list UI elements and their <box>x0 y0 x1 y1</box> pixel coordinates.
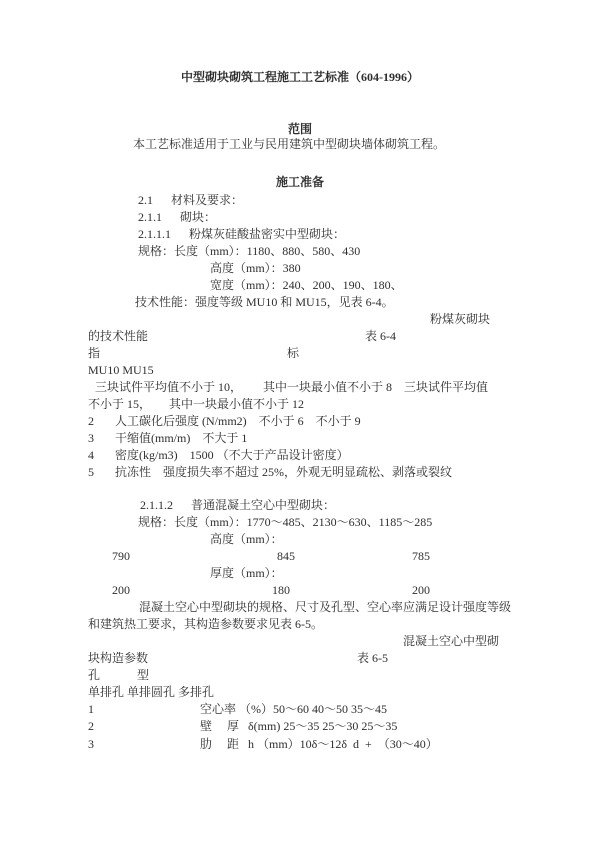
table65-label: 表 6-5 <box>357 651 388 665</box>
table64-row4 <box>0 447 600 464</box>
concrete-spec-length: 规格：长度（mm）：1770～485、2130～630、1185～285 <box>138 515 433 529</box>
table65-row1-text: 空心率 （%）50～60 40～50 35～45 <box>200 702 387 716</box>
table65-row2-num: 2 <box>88 719 94 733</box>
concrete-thickness-label: 厚度（mm）： <box>210 566 283 580</box>
flyash-spec-height: 高度（mm）：380 <box>210 261 301 275</box>
height-value-2: 845 <box>277 549 295 563</box>
table64-row1b: 不小于 15， 其中一块最小值不小于 12 <box>88 397 305 411</box>
table65-header-row <box>0 667 600 684</box>
table64-row3-text: 干缩值(mm/m) 不大于 1 <box>115 431 248 445</box>
table64-row2-num: 2 <box>88 414 94 428</box>
table64-caption-right: 粉煤灰砌块 <box>430 312 491 326</box>
clause-2-1-1-1: 2.1.1.1 粉煤灰硅酸盐密实中型砌块： <box>138 227 346 241</box>
table65-row2-text: 壁 厚 δ(mm) 25～35 25～30 25～35 <box>200 719 398 733</box>
table64-row4-text: 密度(kg/m3) 1500 （不大于产品设计密度） <box>115 448 349 462</box>
table65-caption-right: 混凝土空心中型砌 <box>403 634 500 648</box>
table64-header-row <box>0 345 600 362</box>
scope-text: 本工艺标准适用于工业与民用建筑中型砌块墙体砌筑工程。 <box>133 137 446 151</box>
thickness-value-3: 200 <box>412 583 430 597</box>
concrete-para-1: 混凝土空心中型砌块的规格、尺寸及孔型、空心率应满足设计强度等级 <box>139 600 512 614</box>
prep-heading: 施工准备 <box>275 175 324 189</box>
flyash-tech-note: 技术性能：强度等级 MU10 和 MU15，见表 6-4。 <box>135 295 394 309</box>
doc-title: 中型砌块砌筑工程施工工艺标准（604-1996） <box>181 70 419 84</box>
clause-2-1-1-2: 2.1.1.2 普通混凝土空心中型砌块： <box>140 498 336 512</box>
table64-grades: MU10 MU15 <box>88 363 154 377</box>
table65-caption-row <box>0 650 600 667</box>
table64-row2-text: 人工碳化后强度 (N/mm2) 不小于 6 不小于 9 <box>115 414 361 428</box>
table65-subhead: 单排孔 单排圆孔 多排孔 <box>88 685 215 699</box>
table65-head-left: 孔 <box>88 668 101 682</box>
concrete-thicknesses-row <box>0 582 600 599</box>
table64-caption-left: 的技术性能 <box>88 329 149 343</box>
table65-row3 <box>0 736 600 753</box>
scope-heading: 范围 <box>287 122 312 136</box>
table64-row5 <box>0 464 600 481</box>
table64-row4-num: 4 <box>88 448 94 462</box>
table65-row1-num: 1 <box>88 702 94 716</box>
thickness-value-1: 200 <box>112 583 130 597</box>
table65-caption-left: 块构造参数 <box>88 651 149 665</box>
table64-row5-num: 5 <box>88 465 94 479</box>
clause-2-1: 2.1 材料及要求： <box>138 193 244 207</box>
table65-row3-text: 肋 距 h （mm）10δ～12δ d + （30～40） <box>200 737 438 751</box>
table65-row3-num: 3 <box>88 737 94 751</box>
height-value-1: 790 <box>112 549 130 563</box>
height-value-3: 785 <box>412 549 430 563</box>
thickness-value-2: 180 <box>272 583 290 597</box>
flyash-spec-width: 宽度（mm）：240、200、190、180、 <box>210 278 403 292</box>
concrete-para-2: 和建筑热工要求，其构造参数要求见表 6-5。 <box>88 617 323 631</box>
clause-2-1-1: 2.1.1 砌块： <box>138 210 217 224</box>
table65-row2 <box>0 718 600 735</box>
table65-row1 <box>0 701 600 718</box>
table64-head-right: 标 <box>287 346 300 360</box>
table65-head-right: 型 <box>137 668 150 682</box>
table64-head-left: 指 <box>88 346 101 360</box>
table64-row5-text: 抗冻性 强度损失率不超过 25%，外观无明显疏松、剥落或裂纹 <box>115 465 452 479</box>
table64-label: 表 6-4 <box>365 329 396 343</box>
concrete-heights-row <box>0 548 600 565</box>
flyash-spec-length: 规格：长度（mm）：1180、880、580、430 <box>138 244 361 258</box>
table64-row2 <box>0 413 600 430</box>
table64-row3 <box>0 430 600 447</box>
concrete-height-label: 高度（mm）： <box>210 532 283 546</box>
table64-row3-num: 3 <box>88 431 94 445</box>
table64-caption-row <box>0 328 600 345</box>
table64-row1a: 三块试件平均值不小于 10， 其中一块最小值不小于 8 三块试件平均值 <box>95 380 489 394</box>
